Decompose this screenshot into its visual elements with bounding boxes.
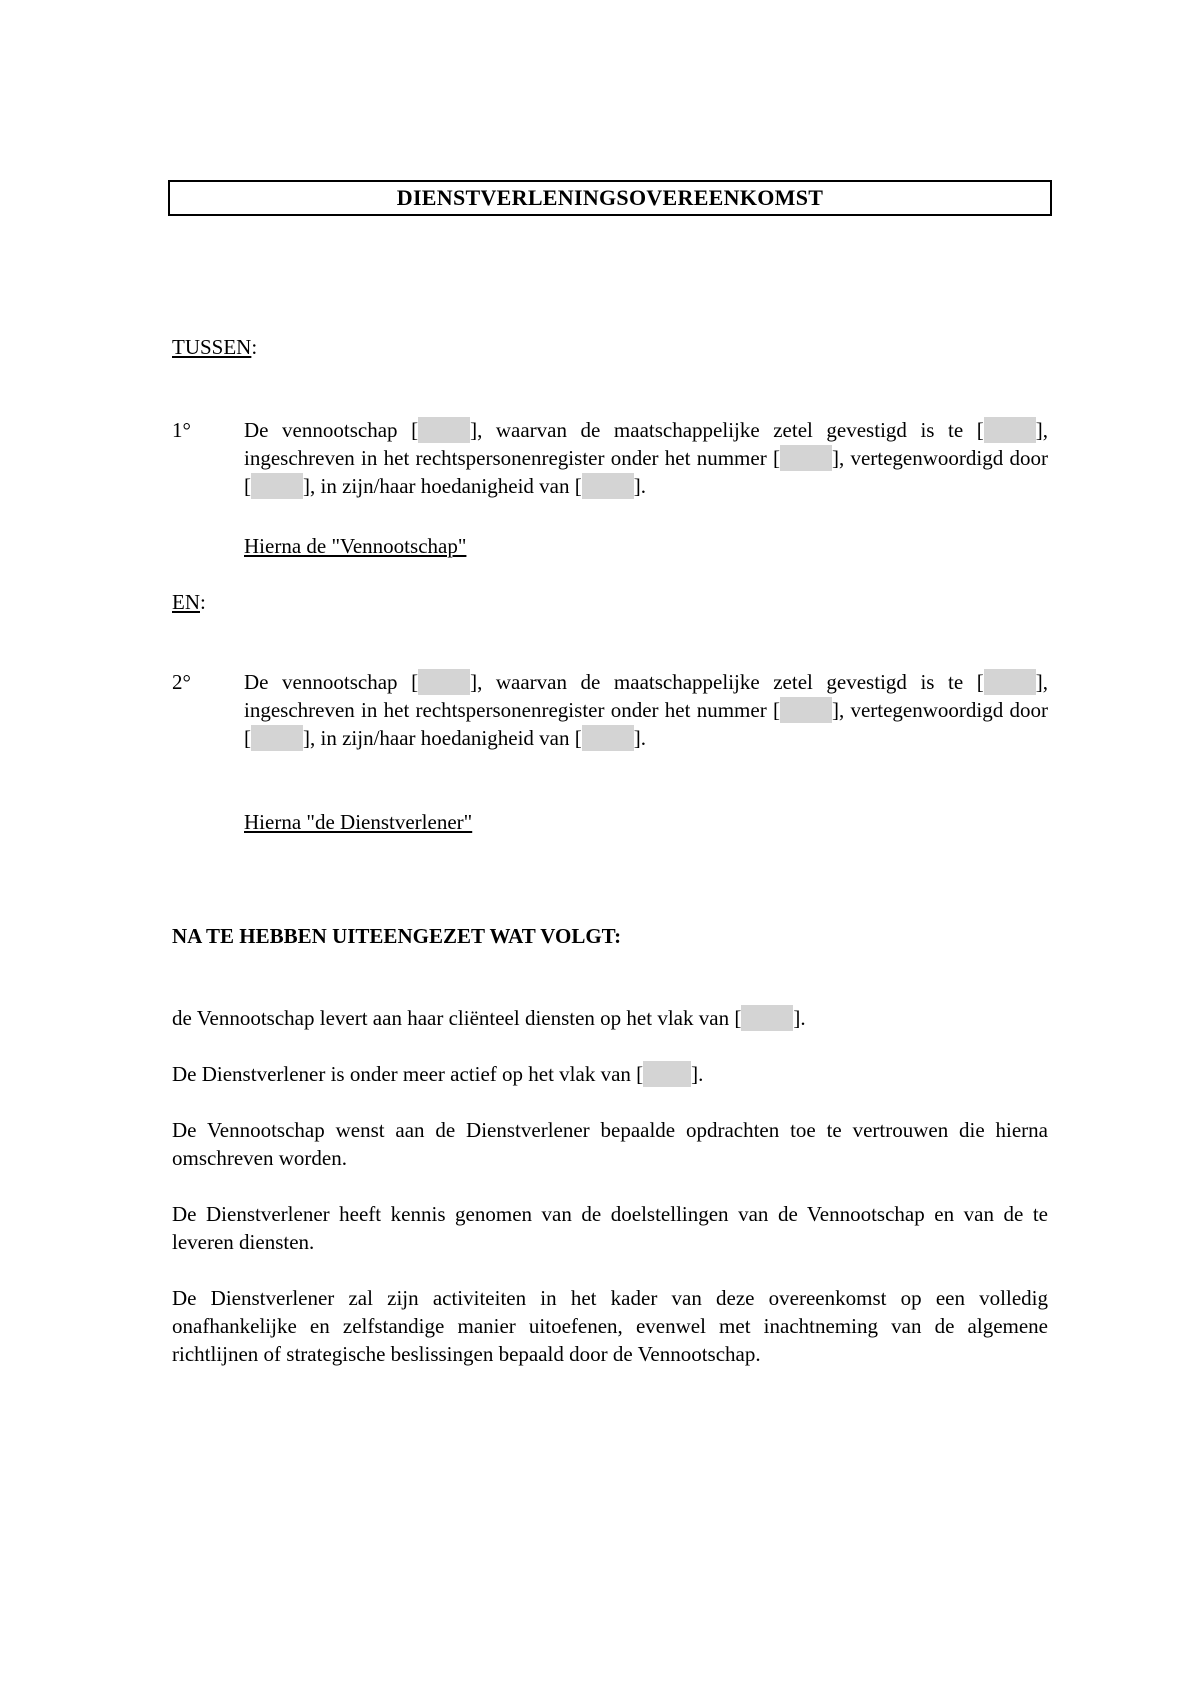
placeholder-field[interactable]	[251, 473, 303, 499]
party-1-text-3: , ingeschreven in het rechtspersonenregister onder het nummer	[244, 418, 1048, 470]
placeholder-field[interactable]	[984, 669, 1036, 695]
placeholder-field[interactable]	[582, 725, 634, 751]
bracket-open: [	[772, 446, 780, 470]
bracket-close: ]	[691, 1062, 699, 1086]
paragraph-2-text: De Dienstverlener is onder meer actief op het vlak van	[172, 1062, 637, 1086]
bracket-open: [	[411, 670, 419, 694]
party-2-text-2: , waarvan de maatschappelijke zetel gevestigd is te	[477, 670, 977, 694]
party-2	[172, 668, 1048, 752]
bracket-open: [	[976, 418, 984, 442]
placeholder-field[interactable]	[418, 669, 470, 695]
placeholder-field[interactable]	[741, 1005, 793, 1031]
bracket-close: ]	[1035, 670, 1043, 694]
placeholder-field[interactable]	[582, 473, 634, 499]
bracket-open: [	[636, 1062, 644, 1086]
paragraph-1	[172, 1004, 806, 1032]
paragraph-5: De Dienstverlener zal zijn activiteiten in het kader van deze overeenkomst op een volledig onafhankelijke en zelfstandige manier uitoefenen, evenwel met inachtneming van de algemene richtlijnen of strategische beslissingen bepaald door de Vennootschap.	[172, 1286, 1048, 1366]
title-box	[168, 180, 1052, 216]
en-colon: :	[200, 590, 206, 614]
placeholder-field[interactable]	[780, 697, 832, 723]
hierna-vennootschap	[244, 532, 466, 560]
bracket-close: ]	[633, 726, 641, 750]
hierna-dienstverlener	[244, 808, 472, 836]
bracket-close: ]	[793, 1006, 801, 1030]
bracket-open: [	[411, 418, 419, 442]
tussen-text: TUSSEN	[172, 335, 252, 359]
bracket-close: ]	[470, 670, 478, 694]
bracket-close: ]	[303, 474, 310, 498]
bracket-open: [	[772, 698, 780, 722]
en-label	[172, 588, 206, 616]
party-2-text-6: .	[640, 726, 646, 750]
tussen-label	[172, 333, 257, 361]
document-title: DIENSTVERLENINGSOVEREENKOMST	[396, 185, 824, 210]
party-1-text-2: , waarvan de maatschappelijke zetel gevestigd is te	[477, 418, 977, 442]
bracket-close: ]	[831, 446, 839, 470]
party-1-first-line	[244, 416, 1048, 500]
placeholder-field[interactable]	[780, 445, 832, 471]
party-1-text-5: , in zijn/haar hoedanigheid van	[310, 474, 575, 498]
paragraph-2	[172, 1060, 703, 1088]
party-2-text-3: , ingeschreven in het rechtspersonenregister onder het nummer	[244, 670, 1048, 722]
bracket-open: [	[244, 474, 251, 498]
party-2-first-line	[244, 668, 1048, 752]
paragraph-2-end: .	[698, 1062, 704, 1086]
party-2-text-1: De vennootschap	[244, 670, 412, 694]
placeholder-field[interactable]	[643, 1061, 691, 1087]
paragraph-3: De Vennootschap wenst aan de Dienstverlener bepaalde opdrachten toe te vertrouwen die hierna omschreven worden.	[172, 1118, 1048, 1170]
section-heading: NA TE HEBBEN UITEENGEZET WAT VOLGT:	[172, 924, 622, 948]
paragraph-1-text: de Vennootschap levert aan haar cliënteel diensten op het vlak van	[172, 1006, 735, 1030]
party-2-text-4: , vertegenwoordigd door	[838, 698, 1048, 722]
party-1-text-6: .	[640, 474, 646, 498]
party-1-text-1: De vennootschap	[244, 418, 412, 442]
bracket-open: [	[976, 670, 984, 694]
party-1	[172, 416, 1048, 500]
hierna-dienstverlener-text: Hierna "de Dienstverlener"	[244, 810, 473, 834]
bracket-close: ]	[303, 726, 310, 750]
tussen-colon: :	[251, 335, 258, 359]
hierna-vennootschap-text: Hierna de "Vennootschap"	[244, 534, 467, 558]
bracket-close: ]	[1035, 418, 1043, 442]
paragraph-1-end: .	[800, 1006, 806, 1030]
placeholder-field[interactable]	[984, 417, 1036, 443]
bracket-open: [	[244, 726, 251, 750]
placeholder-field[interactable]	[251, 725, 303, 751]
bracket-open: [	[734, 1006, 742, 1030]
bracket-close: ]	[831, 698, 839, 722]
bracket-close: ]	[470, 418, 478, 442]
party-2-number: 2°	[172, 670, 191, 694]
bracket-open: [	[574, 726, 582, 750]
party-2-text-5: , in zijn/haar hoedanigheid van	[310, 726, 575, 750]
placeholder-field[interactable]	[418, 417, 470, 443]
bracket-close: ]	[633, 474, 641, 498]
bracket-open: [	[574, 474, 582, 498]
paragraph-4: De Dienstverlener heeft kennis genomen van de doelstellingen van de Vennootschap en van de te leveren diensten.	[172, 1202, 1048, 1254]
party-1-text-4: , vertegenwoordigd door	[838, 446, 1048, 470]
party-1-number: 1°	[172, 418, 191, 442]
en-text: EN	[172, 590, 200, 614]
